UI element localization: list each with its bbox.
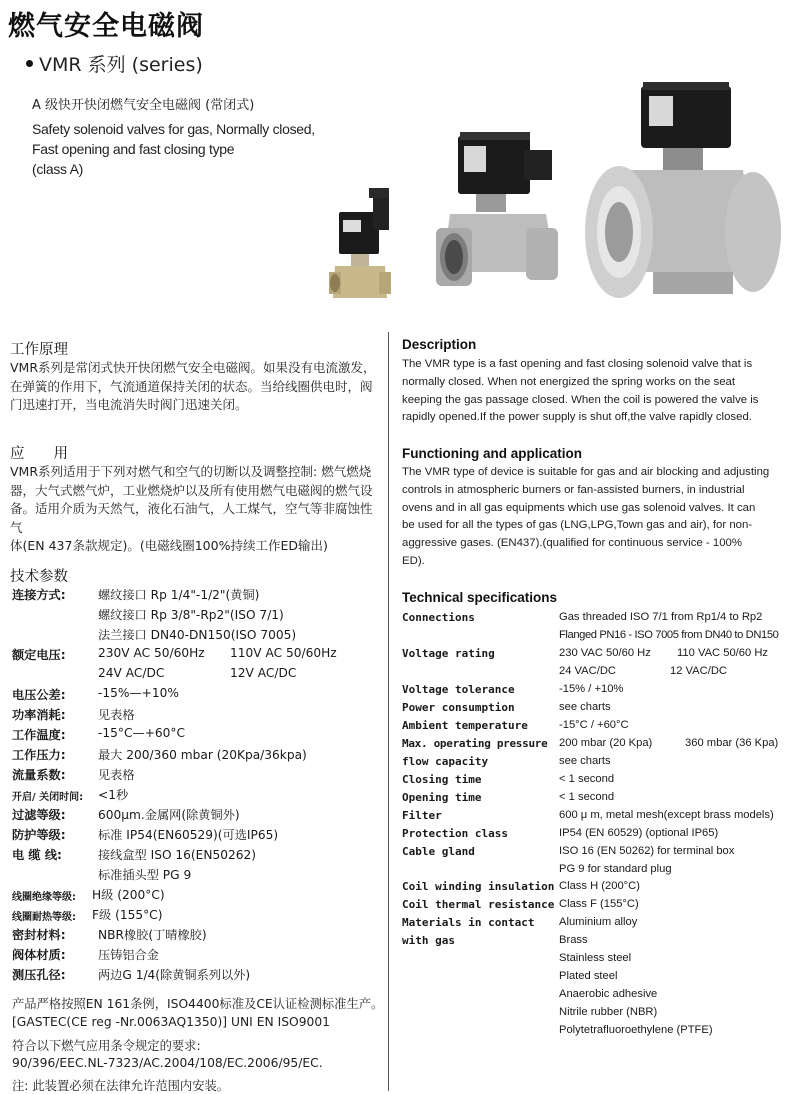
tech-label: Filter: [402, 809, 442, 822]
spec-value-2: 12V AC/DC: [230, 666, 297, 680]
flanged-valve-image: [583, 82, 783, 304]
tech-row: [402, 701, 798, 719]
spec-row: [12, 866, 384, 886]
tech-label: Connections: [402, 611, 475, 624]
spec-row: [12, 786, 384, 806]
tech-label: Closing time: [402, 773, 482, 786]
tech-row: [402, 665, 798, 683]
spec-label: 开启/ 关闭时间:: [12, 792, 84, 803]
spec-value: 见表格: [98, 768, 135, 782]
medium-valve-image: [436, 122, 566, 300]
principle-line: 在弹簧的作用下，气流通道保持关闭的状态。当给线圈供电时，阀: [10, 378, 373, 394]
spec-value: H级 (200°C): [92, 888, 165, 902]
tech-label: Max. operating pressure: [402, 737, 548, 750]
spec-label: 过滤等级:: [12, 808, 66, 822]
tech-value: ISO 16 (EN 50262) for terminal box: [559, 845, 735, 857]
tech-value: 200 mbar (20 Kpa): [559, 737, 653, 749]
footer-line: 注: 此装置必须在法律允许范围内安装。: [12, 1079, 230, 1093]
intro-block: [32, 96, 315, 179]
spec-label: 阀体材质:: [12, 948, 66, 962]
principle-text: [10, 359, 382, 415]
spec-value: 标准插头型 PG 9: [98, 868, 192, 882]
bullet-icon: [26, 60, 33, 67]
spec-value: 见表格: [98, 708, 135, 722]
spec-value: 法兰接口 DN40-DN150(ISO 7005): [98, 628, 297, 642]
spec-row: [12, 926, 384, 946]
application-line: 器，大气式燃气炉，工业燃烧炉以及所有使用燃气电磁阀的燃气设: [10, 482, 373, 498]
specs-title: 技术参数: [10, 569, 68, 585]
spec-label: 线圈绝缘等级:: [12, 892, 76, 903]
spec-label: 工作温度:: [12, 728, 66, 742]
description-line: rapidly opened.If the power supply is shut off,the valve rapidly closed.: [402, 411, 752, 424]
description-line: keeping the gas passage closed. When the coil is powered the valve is: [402, 393, 759, 406]
spec-row: [12, 686, 384, 706]
footer-line: 符合以下燃气应用条令规定的要求:: [12, 1039, 201, 1053]
tech-row: [402, 773, 798, 791]
tech-row: [402, 970, 798, 988]
intro-en-2: Fast opening and fast closing type: [32, 141, 235, 157]
principle-line: 门迅速打开，当电流消失时阀门迅速关闭。: [10, 397, 248, 413]
application-line: 备。适用介质为天然气，液化石油气，人工煤气，空气等非腐蚀性气: [10, 501, 373, 535]
tech-value: PG 9 for standard plug: [559, 863, 672, 875]
footer-line: [GASTEC(CE reg -Nr.0063AQ1350)] UNI EN ISO9001: [12, 1015, 330, 1029]
description-line: The VMR type is a fast opening and fast closing solenoid valve that is: [402, 358, 753, 370]
tech-label: Opening time: [402, 791, 482, 804]
spec-value: 最大 200/360 mbar (20Kpa/36kpa): [98, 748, 307, 762]
spec-value: 标准 IP54(EN60529)(可选IP65): [98, 828, 279, 842]
spec-value-2: 110V AC 50/60Hz: [230, 646, 337, 660]
tech-label: Ambient temperature: [402, 719, 528, 732]
tech-value-2: 12 VAC/DC: [670, 665, 727, 677]
tech-row: [402, 755, 798, 773]
spec-label: 密封材料:: [12, 928, 66, 942]
tech-row: [402, 629, 798, 647]
description-line: normally closed. When not energized the spring works on the seat: [402, 375, 736, 388]
tech-row: [402, 880, 798, 898]
intro-en-1: Safety solenoid valves for gas, Normally closed,: [32, 121, 315, 137]
spec-value: <1秒: [98, 788, 129, 802]
functioning-line: The VMR type of device is suitable for gas and air blocking and adjusting: [402, 466, 770, 478]
tech-value: Stainless steel: [559, 952, 632, 964]
application-text: [10, 463, 382, 556]
tech-row: [402, 952, 798, 970]
page-title: 燃气安全电磁阀: [8, 11, 204, 42]
tech-value: 24 VAC/DC: [559, 665, 616, 677]
spec-value: NBR橡胶(丁晴橡胶): [98, 928, 207, 942]
spec-row: [12, 746, 384, 766]
tech-label: Materials in contact: [402, 916, 535, 929]
tech-row: [402, 683, 798, 701]
tech-label: Coil thermal resistance: [402, 898, 555, 911]
spec-value: F级 (155°C): [92, 908, 163, 922]
spec-value: 压铸铝合金: [98, 948, 159, 962]
footer-line: 90/396/EEC.NL-7323/AC.2004/108/EC.2006/95/EC.: [12, 1056, 323, 1070]
small-valve-image: [325, 180, 405, 308]
application-line: 体(EN 437条款规定)。(电磁线圈100%持续工作ED输出): [10, 538, 328, 554]
tech-row: [402, 809, 798, 827]
tech-row: [402, 737, 798, 755]
functioning-line: ED).: [402, 554, 425, 567]
tech-label: Cable gland: [402, 845, 475, 858]
tech-label: flow capacity: [402, 755, 489, 768]
series-label: VMR 系列 (series): [39, 54, 203, 76]
spec-row: [12, 606, 384, 626]
specs-table: [12, 586, 384, 986]
tech-value: -15°C / +60°C: [559, 719, 629, 731]
spec-row: [12, 946, 384, 966]
tech-label: Voltage rating: [402, 647, 495, 660]
tech-row: [402, 988, 798, 1006]
spec-label: 额定电压:: [12, 648, 66, 662]
spec-row: [12, 966, 384, 986]
spec-row: [12, 766, 384, 786]
spec-label: 电 缆 线:: [12, 848, 62, 862]
tech-value: Nitrile rubber (NBR): [559, 1006, 658, 1018]
spec-value: -15°C—+60°C: [98, 726, 186, 740]
spec-value: 两边G 1/4(除黄铜系列以外): [98, 968, 251, 982]
tech-value-2: 360 mbar (36 Kpa): [685, 737, 779, 749]
spec-value: 24V AC/DC: [98, 666, 165, 680]
spec-row: [12, 906, 384, 926]
tech-value: Anaerobic adhesive: [559, 988, 658, 1000]
tech-row: [402, 934, 798, 952]
tech-label: Coil winding insulation: [402, 880, 555, 893]
tech-row: [402, 647, 798, 665]
spec-row: [12, 646, 384, 666]
spec-row: [12, 846, 384, 866]
functioning-line: ovens and in all gas equipments which use gas solenoid valves. It can: [402, 501, 756, 514]
tech-value: Brass: [559, 934, 588, 946]
tech-row: [402, 916, 798, 934]
functioning-line: be used for all the types of gas (LNG,LPG,Town gas and air), for non-: [402, 519, 753, 532]
spec-label: 线圈耐热等级:: [12, 912, 76, 923]
spec-label: 测压孔径:: [12, 968, 66, 982]
functioning-text: [402, 464, 780, 571]
tech-value: Polytetrafluoroethylene (PTFE): [559, 1024, 713, 1036]
spec-row: [12, 826, 384, 846]
column-divider: [388, 332, 389, 1091]
spec-row: [12, 586, 384, 606]
tech-row: [402, 863, 798, 881]
spec-value: 230V AC 50/60Hz: [98, 646, 205, 660]
tech-value-2: 110 VAC 50/60 Hz: [677, 647, 769, 659]
spec-row: [12, 806, 384, 826]
spec-label: 工作压力:: [12, 748, 66, 762]
principle-line: VMR系列是常闭式快开快闭燃气安全电磁阀。如果没有电流激发，: [10, 360, 376, 375]
tech-row: [402, 898, 798, 916]
tech-value: -15% / +10%: [559, 683, 624, 695]
tech-value: 230 VAC 50/60 Hz: [559, 647, 651, 659]
spec-value: 接线盒型 ISO 16(EN50262): [98, 848, 257, 862]
tech-row: [402, 827, 798, 845]
tech-value: 600 μ m, metal mesh(except brass models): [559, 809, 774, 821]
tech-row: [402, 791, 798, 809]
spec-value: 螺纹接口 Rp 3/8"-Rp2"(ISO 7/1): [98, 608, 284, 622]
footer-line: 产品严格按照EN 161条例，ISO4400标准及CE认证检测标准生产。: [12, 997, 384, 1011]
functioning-line: aggressive gases. (EN437).(qualified for continuous service - 100%: [402, 537, 742, 550]
principle-title: 工作原理: [10, 342, 68, 358]
spec-value: 600μm.金属网(除黄铜外): [98, 808, 240, 822]
tech-label: with gas: [402, 934, 455, 947]
tech-value: < 1 second: [559, 773, 615, 785]
spec-label: 电压公差:: [12, 688, 66, 702]
application-line: VMR系列适用于下列对燃气和空气的切断以及调整控制: 燃气燃烧: [10, 464, 372, 479]
functioning-line: controls in atmospheric burners or fan-assisted burners, in industrial: [402, 483, 745, 496]
tech-value: Plated steel: [559, 970, 618, 982]
spec-row: [12, 626, 384, 646]
tech-row: [402, 611, 798, 629]
intro-cn: A 级快开快闭燃气安全电磁阀 (常闭式): [32, 98, 255, 113]
intro-en-3: (class A): [32, 161, 83, 177]
description-title: Description: [402, 337, 477, 352]
spec-row: [12, 726, 384, 746]
spec-label: 连接方式:: [12, 588, 66, 602]
tech-title: Technical specifications: [402, 590, 558, 605]
tech-value: Flanged PN16 - ISO 7005 from DN40 to DN150: [559, 629, 779, 641]
tech-value: Class F (155°C): [559, 898, 639, 910]
series-heading: [26, 50, 203, 77]
spec-row: [12, 886, 384, 906]
spec-row: [12, 666, 384, 686]
description-text: [402, 356, 780, 427]
tech-value: Gas threaded ISO 7/1 from Rp1/4 to Rp2: [559, 611, 763, 623]
tech-row: [402, 1006, 798, 1024]
tech-value: see charts: [559, 701, 611, 713]
spec-value: -15%—+10%: [98, 686, 179, 700]
tech-value: Class H (200°C): [559, 880, 640, 892]
tech-value: IP54 (EN 60529) (optional IP65): [559, 827, 719, 839]
spec-row: [12, 706, 384, 726]
functioning-title: Functioning and application: [402, 446, 582, 461]
spec-label: 流量系数:: [12, 768, 66, 782]
tech-value: see charts: [559, 755, 611, 767]
tech-label: Voltage tolerance: [402, 683, 515, 696]
tech-row: [402, 1024, 798, 1042]
tech-value: < 1 second: [559, 791, 615, 803]
tech-row: [402, 719, 798, 737]
tech-value: Aluminium alloy: [559, 916, 638, 928]
spec-label: 功率消耗:: [12, 708, 66, 722]
tech-label: Protection class: [402, 827, 508, 840]
spec-value: 螺纹接口 Rp 1/4"-1/2"(黄铜): [98, 588, 260, 602]
application-title: 应 用: [10, 446, 68, 462]
spec-label: 防护等级:: [12, 828, 66, 842]
tech-row: [402, 845, 798, 863]
tech-label: Power consumption: [402, 701, 515, 714]
